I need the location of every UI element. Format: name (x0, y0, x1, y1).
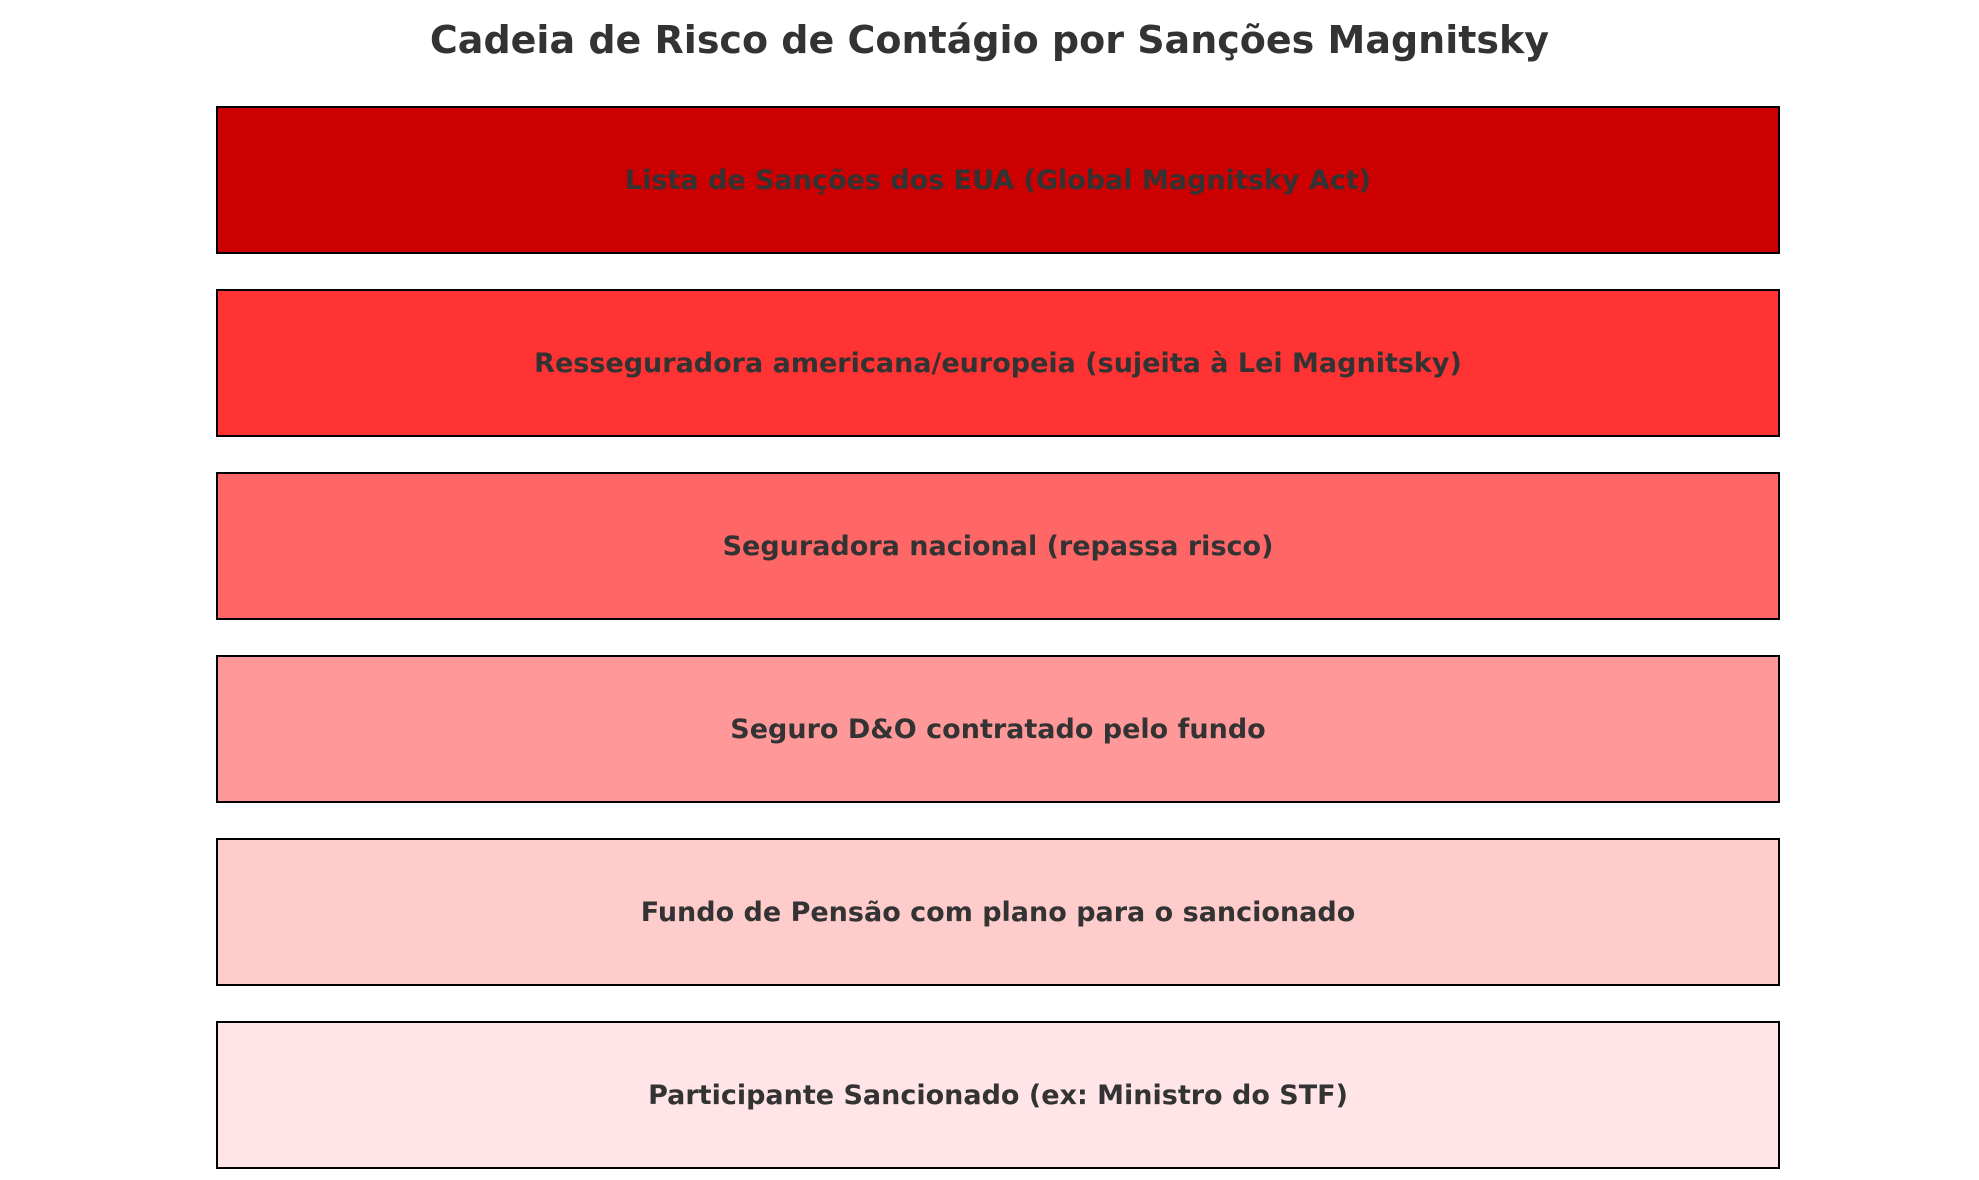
level-label: Resseguradora americana/europeia (sujeita à Lei Magnitsky) (534, 347, 1462, 379)
level-pension-fund (216, 838, 1780, 986)
level-label: Fundo de Pensão com plano para o sancionado (640, 896, 1356, 928)
level-dno-insurance (216, 655, 1780, 803)
level-reinsurer (216, 289, 1780, 437)
level-label: Participante Sancionado (ex: Ministro do STF) (648, 1079, 1348, 1111)
level-sanctions-list (216, 106, 1780, 254)
risk-chain (216, 106, 1780, 1170)
diagram-title: Cadeia de Risco de Contágio por Sanções Magnitsky (429, 18, 1550, 62)
level-label: Lista de Sanções dos EUA (Global Magnitsky Act) (625, 164, 1371, 196)
level-label: Seguro D&O contratado pelo fundo (730, 713, 1266, 745)
level-national-insurer (216, 472, 1780, 620)
level-sanctioned-participant (216, 1021, 1780, 1169)
level-label: Seguradora nacional (repassa risco) (722, 530, 1274, 562)
